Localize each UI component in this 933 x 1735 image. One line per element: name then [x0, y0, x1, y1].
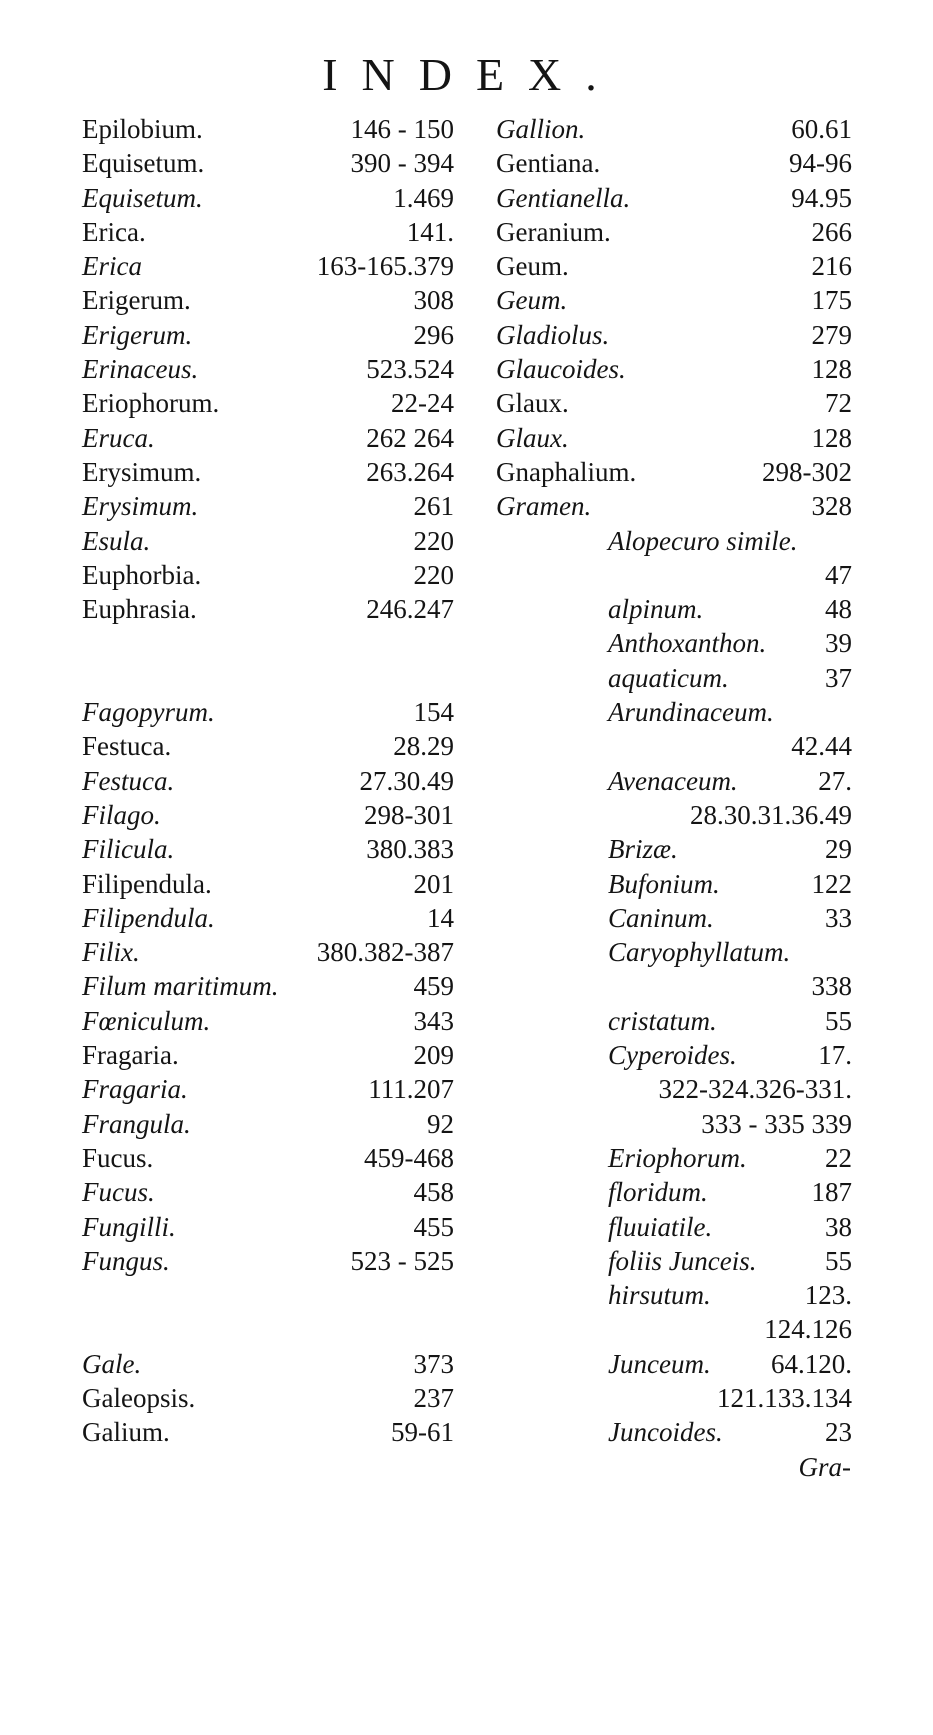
entry-pages: 523.524 [366, 354, 454, 385]
index-entry [496, 1347, 852, 1381]
index-entry [82, 695, 454, 729]
entry-pages: 27. [818, 765, 852, 796]
index-entry [496, 1244, 852, 1278]
index-entry [82, 558, 454, 592]
entry-pages: 38 [825, 1211, 852, 1242]
entry-pages: 459-468 [364, 1142, 454, 1173]
entry-term: Erigerum. [82, 319, 193, 350]
entry-term: Filipendula. [82, 902, 215, 933]
entry-pages: 47 [825, 559, 852, 590]
index-entry [82, 867, 454, 901]
index-entry [82, 249, 454, 283]
entry-term: Frangula. [82, 1108, 191, 1139]
entry-pages: 380.382-387 [316, 937, 454, 968]
entry-term: Fagopyrum. [82, 697, 215, 728]
entry-term: Fungus. [82, 1245, 170, 1276]
entry-pages: 122 [811, 868, 852, 899]
entry-term: Fucus. [82, 1177, 155, 1208]
entry-term: Glaucoides. [496, 354, 626, 385]
entry-pages: 123. [804, 1280, 852, 1311]
entry-term: Arundinaceum. [608, 697, 774, 728]
entry-term: Gramen. [496, 491, 592, 522]
index-entry [82, 489, 454, 523]
entry-pages: 60.61 [791, 114, 852, 144]
index-entry [496, 661, 852, 695]
entry-term: Esula. [82, 525, 151, 556]
index-entry [82, 1107, 454, 1141]
index-entry [82, 146, 454, 180]
index-entry [496, 386, 852, 420]
index-entry [82, 901, 454, 935]
entry-pages: 14 [427, 902, 454, 933]
entry-term: Fragaria. [82, 1074, 188, 1105]
entry-term: Gladiolus. [496, 319, 610, 350]
index-entry [82, 352, 454, 386]
entry-pages: 216 [811, 251, 852, 282]
entry-pages: 380.383 [366, 834, 454, 865]
entry-pages: 27.30.49 [359, 765, 454, 796]
entry-term: Fucus. [82, 1142, 154, 1173]
index-entry [82, 1244, 454, 1278]
entry-term: Alopecuro simile. [608, 525, 798, 556]
index-entry [496, 1141, 852, 1175]
entry-pages: 128 [811, 422, 852, 453]
entry-pages: 28.30.31.36.49 [690, 799, 852, 830]
index-entry [496, 626, 852, 660]
entry-term: Caninum. [608, 902, 714, 933]
entry-pages: 209 [413, 1040, 454, 1071]
index-entry [82, 764, 454, 798]
index-entry [82, 832, 454, 866]
index-entry [82, 181, 454, 215]
entry-term: Euphorbia. [82, 559, 202, 590]
index-entry [82, 1312, 454, 1346]
entry-pages: 94.95 [791, 182, 852, 213]
entry-term: Erigerum. [82, 285, 191, 316]
index-entry [496, 112, 852, 146]
index-entry [82, 1038, 454, 1072]
index-entry [496, 1381, 852, 1415]
entry-term: Fungilli. [82, 1211, 176, 1242]
page-title: INDEX. [322, 49, 621, 100]
index-entry [82, 1072, 454, 1106]
entry-pages: 390 - 394 [350, 148, 454, 179]
index-entry [82, 215, 454, 249]
entry-term: cristatum. [608, 1005, 717, 1036]
entry-term: Avenaceum. [608, 765, 738, 796]
index-entry [82, 386, 454, 420]
entry-term: Junceum. [608, 1348, 711, 1379]
index-entry [496, 558, 852, 592]
entry-pages: 128 [811, 354, 852, 385]
entry-term: Equisetum. [82, 148, 205, 179]
index-entry [496, 1072, 852, 1106]
entry-pages: 322-324.326-331. [658, 1074, 852, 1105]
index-entry [496, 1107, 852, 1141]
index-entry [82, 421, 454, 455]
index-entry [496, 352, 852, 386]
entry-term: Geranium. [496, 216, 611, 247]
index-entry [496, 146, 852, 180]
index-entry [496, 249, 852, 283]
index-entry [496, 181, 852, 215]
entry-pages: 121.133.134 [717, 1382, 852, 1413]
entry-term: Erica. [82, 216, 146, 247]
index-entry [496, 489, 852, 523]
entry-term: Equisetum. [82, 182, 203, 213]
index-entry [82, 1004, 454, 1038]
index-entry [82, 969, 454, 1003]
entry-term: Anthoxanthon. [608, 628, 767, 659]
entry-term: Filix. [82, 937, 140, 968]
entry-pages: 23 [825, 1417, 852, 1448]
index-entry [496, 832, 852, 866]
index-entry [82, 455, 454, 489]
index-entry [496, 421, 852, 455]
entry-pages: 187 [811, 1177, 852, 1208]
index-entry [496, 901, 852, 935]
index-entry [496, 1312, 852, 1346]
entry-pages: 22 [825, 1142, 852, 1173]
index-entry [496, 729, 852, 763]
entry-pages: 261 [413, 491, 454, 522]
entry-pages: 39 [825, 628, 852, 659]
entry-term: Caryophyllatum. [608, 937, 791, 968]
entry-pages: 298-302 [762, 456, 852, 487]
entry-pages: 459 [413, 971, 454, 1002]
entry-pages: 328 [811, 491, 852, 522]
entry-pages: 37 [825, 662, 852, 693]
index-entry [82, 729, 454, 763]
catchword: Gra- [798, 1452, 851, 1482]
entry-pages: 455 [413, 1211, 454, 1242]
entry-term: Festuca. [82, 765, 175, 796]
entry-pages: 111.207 [368, 1074, 454, 1105]
left-index-column [82, 112, 454, 1450]
entry-pages: 1.469 [393, 182, 454, 213]
entry-pages: 458 [413, 1177, 454, 1208]
entry-term: Filago. [82, 799, 161, 830]
entry-term: fluuiatile. [608, 1211, 713, 1242]
index-entry [496, 969, 852, 1003]
entry-term: foliis Junceis. [608, 1245, 757, 1276]
entry-pages: 338 [811, 971, 852, 1002]
entry-pages: 64.120. [771, 1348, 852, 1379]
entry-term: Filicula. [82, 834, 175, 865]
index-entry [496, 215, 852, 249]
entry-term: Eriophorum. [608, 1142, 747, 1173]
entry-pages: 92 [427, 1108, 454, 1139]
entry-pages: 163-165.379 [316, 251, 454, 282]
entry-pages: 175 [811, 285, 852, 316]
entry-term: Euphrasia. [82, 594, 197, 625]
entry-term: Geum. [496, 251, 569, 282]
entry-term: Gnaphalium. [496, 456, 637, 487]
index-entry [496, 764, 852, 798]
entry-pages: 17. [818, 1040, 852, 1071]
index-entry [82, 283, 454, 317]
index-entry [82, 1141, 454, 1175]
index-entry [82, 798, 454, 832]
entry-pages: 343 [413, 1005, 454, 1036]
entry-pages: 42.44 [791, 731, 852, 762]
entry-pages: 22-24 [391, 388, 454, 419]
index-entry [496, 318, 852, 352]
entry-term: aquaticum. [608, 662, 729, 693]
entry-term: Cyperoides. [608, 1040, 737, 1071]
index-entry [82, 112, 454, 146]
index-entry [82, 1278, 454, 1312]
entry-term: Erysimum. [82, 456, 202, 487]
index-entry [82, 935, 454, 969]
entry-term: Eriophorum. [82, 388, 220, 419]
entry-pages: 48 [825, 594, 852, 625]
entry-pages: 124.126 [764, 1314, 852, 1345]
entry-pages: 220 [413, 525, 454, 556]
index-entry [496, 455, 852, 489]
entry-term: Erinaceus. [82, 354, 199, 385]
entry-pages: 154 [413, 697, 454, 728]
entry-pages: 237 [413, 1382, 454, 1413]
entry-pages: 262 264 [366, 422, 454, 453]
index-entry [496, 695, 852, 729]
entry-term: Glaux. [496, 388, 569, 419]
entry-pages: 308 [413, 285, 454, 316]
index-entry [496, 1004, 852, 1038]
index-entry [496, 1038, 852, 1072]
index-entry [82, 1415, 454, 1449]
entry-term: Gale. [82, 1348, 142, 1379]
index-entry [82, 1347, 454, 1381]
entry-pages: 246.247 [366, 594, 454, 625]
entry-pages: 296 [413, 319, 454, 350]
entry-pages: 55 [825, 1245, 852, 1276]
entry-pages: 279 [811, 319, 852, 350]
entry-pages: 28.29 [393, 731, 454, 762]
entry-term: Fragaria. [82, 1040, 179, 1071]
entry-pages: 94-96 [789, 148, 852, 179]
entry-term: Juncoides. [608, 1417, 723, 1448]
index-entry [496, 798, 852, 832]
entry-term: Bufonium. [608, 868, 720, 899]
entry-pages: 141. [406, 216, 454, 247]
index-entry [496, 1175, 852, 1209]
entry-pages: 33 [825, 902, 852, 933]
index-entry [82, 592, 454, 626]
entry-term: Glaux. [496, 422, 569, 453]
entry-term: alpinum. [608, 594, 704, 625]
index-entry [496, 867, 852, 901]
entry-term: Epilobium. [82, 114, 203, 144]
entry-pages: 266 [811, 216, 852, 247]
index-entry [82, 318, 454, 352]
entry-pages: 59-61 [391, 1417, 454, 1448]
entry-term: Festuca. [82, 731, 172, 762]
entry-pages: 333 - 335 339 [701, 1108, 852, 1139]
entry-term: Filum maritimum. [82, 971, 279, 1002]
index-entry [82, 1381, 454, 1415]
index-entry [496, 524, 852, 558]
index-entry [82, 626, 454, 660]
entry-term: Fœniculum. [82, 1005, 211, 1036]
entry-term: Filipendula. [82, 868, 212, 899]
entry-pages: 55 [825, 1005, 852, 1036]
index-entry [496, 1415, 852, 1449]
entry-term: Erica [82, 251, 142, 282]
entry-pages: 146 - 150 [350, 114, 454, 144]
entry-pages: 373 [413, 1348, 454, 1379]
entry-pages: 263.264 [366, 456, 454, 487]
right-index-column [496, 112, 852, 1450]
entry-pages: 298-301 [364, 799, 454, 830]
entry-term: hirsutum. [608, 1280, 711, 1311]
entry-term: floridum. [608, 1177, 708, 1208]
entry-pages: 201 [413, 868, 454, 899]
entry-term: Erysimum. [82, 491, 199, 522]
index-entry [82, 524, 454, 558]
entry-term: Galeopsis. [82, 1382, 196, 1413]
index-entry [496, 283, 852, 317]
index-entry [496, 592, 852, 626]
entry-term: Galium. [82, 1417, 170, 1448]
entry-term: Gallion. [496, 114, 586, 144]
index-entry [496, 935, 852, 969]
index-entry [82, 661, 454, 695]
index-entry [82, 1175, 454, 1209]
entry-pages: 220 [413, 559, 454, 590]
index-entry [82, 1210, 454, 1244]
entry-term: Eruca. [82, 422, 155, 453]
entry-pages: 29 [825, 834, 852, 865]
entry-pages: 72 [825, 388, 852, 419]
entry-pages: 523 - 525 [350, 1245, 454, 1276]
entry-term: Gentianella. [496, 182, 631, 213]
index-entry [496, 1278, 852, 1312]
entry-term: Brizæ. [608, 834, 678, 865]
entry-term: Gentiana. [496, 148, 601, 179]
index-entry [496, 1210, 852, 1244]
entry-term: Geum. [496, 285, 568, 316]
